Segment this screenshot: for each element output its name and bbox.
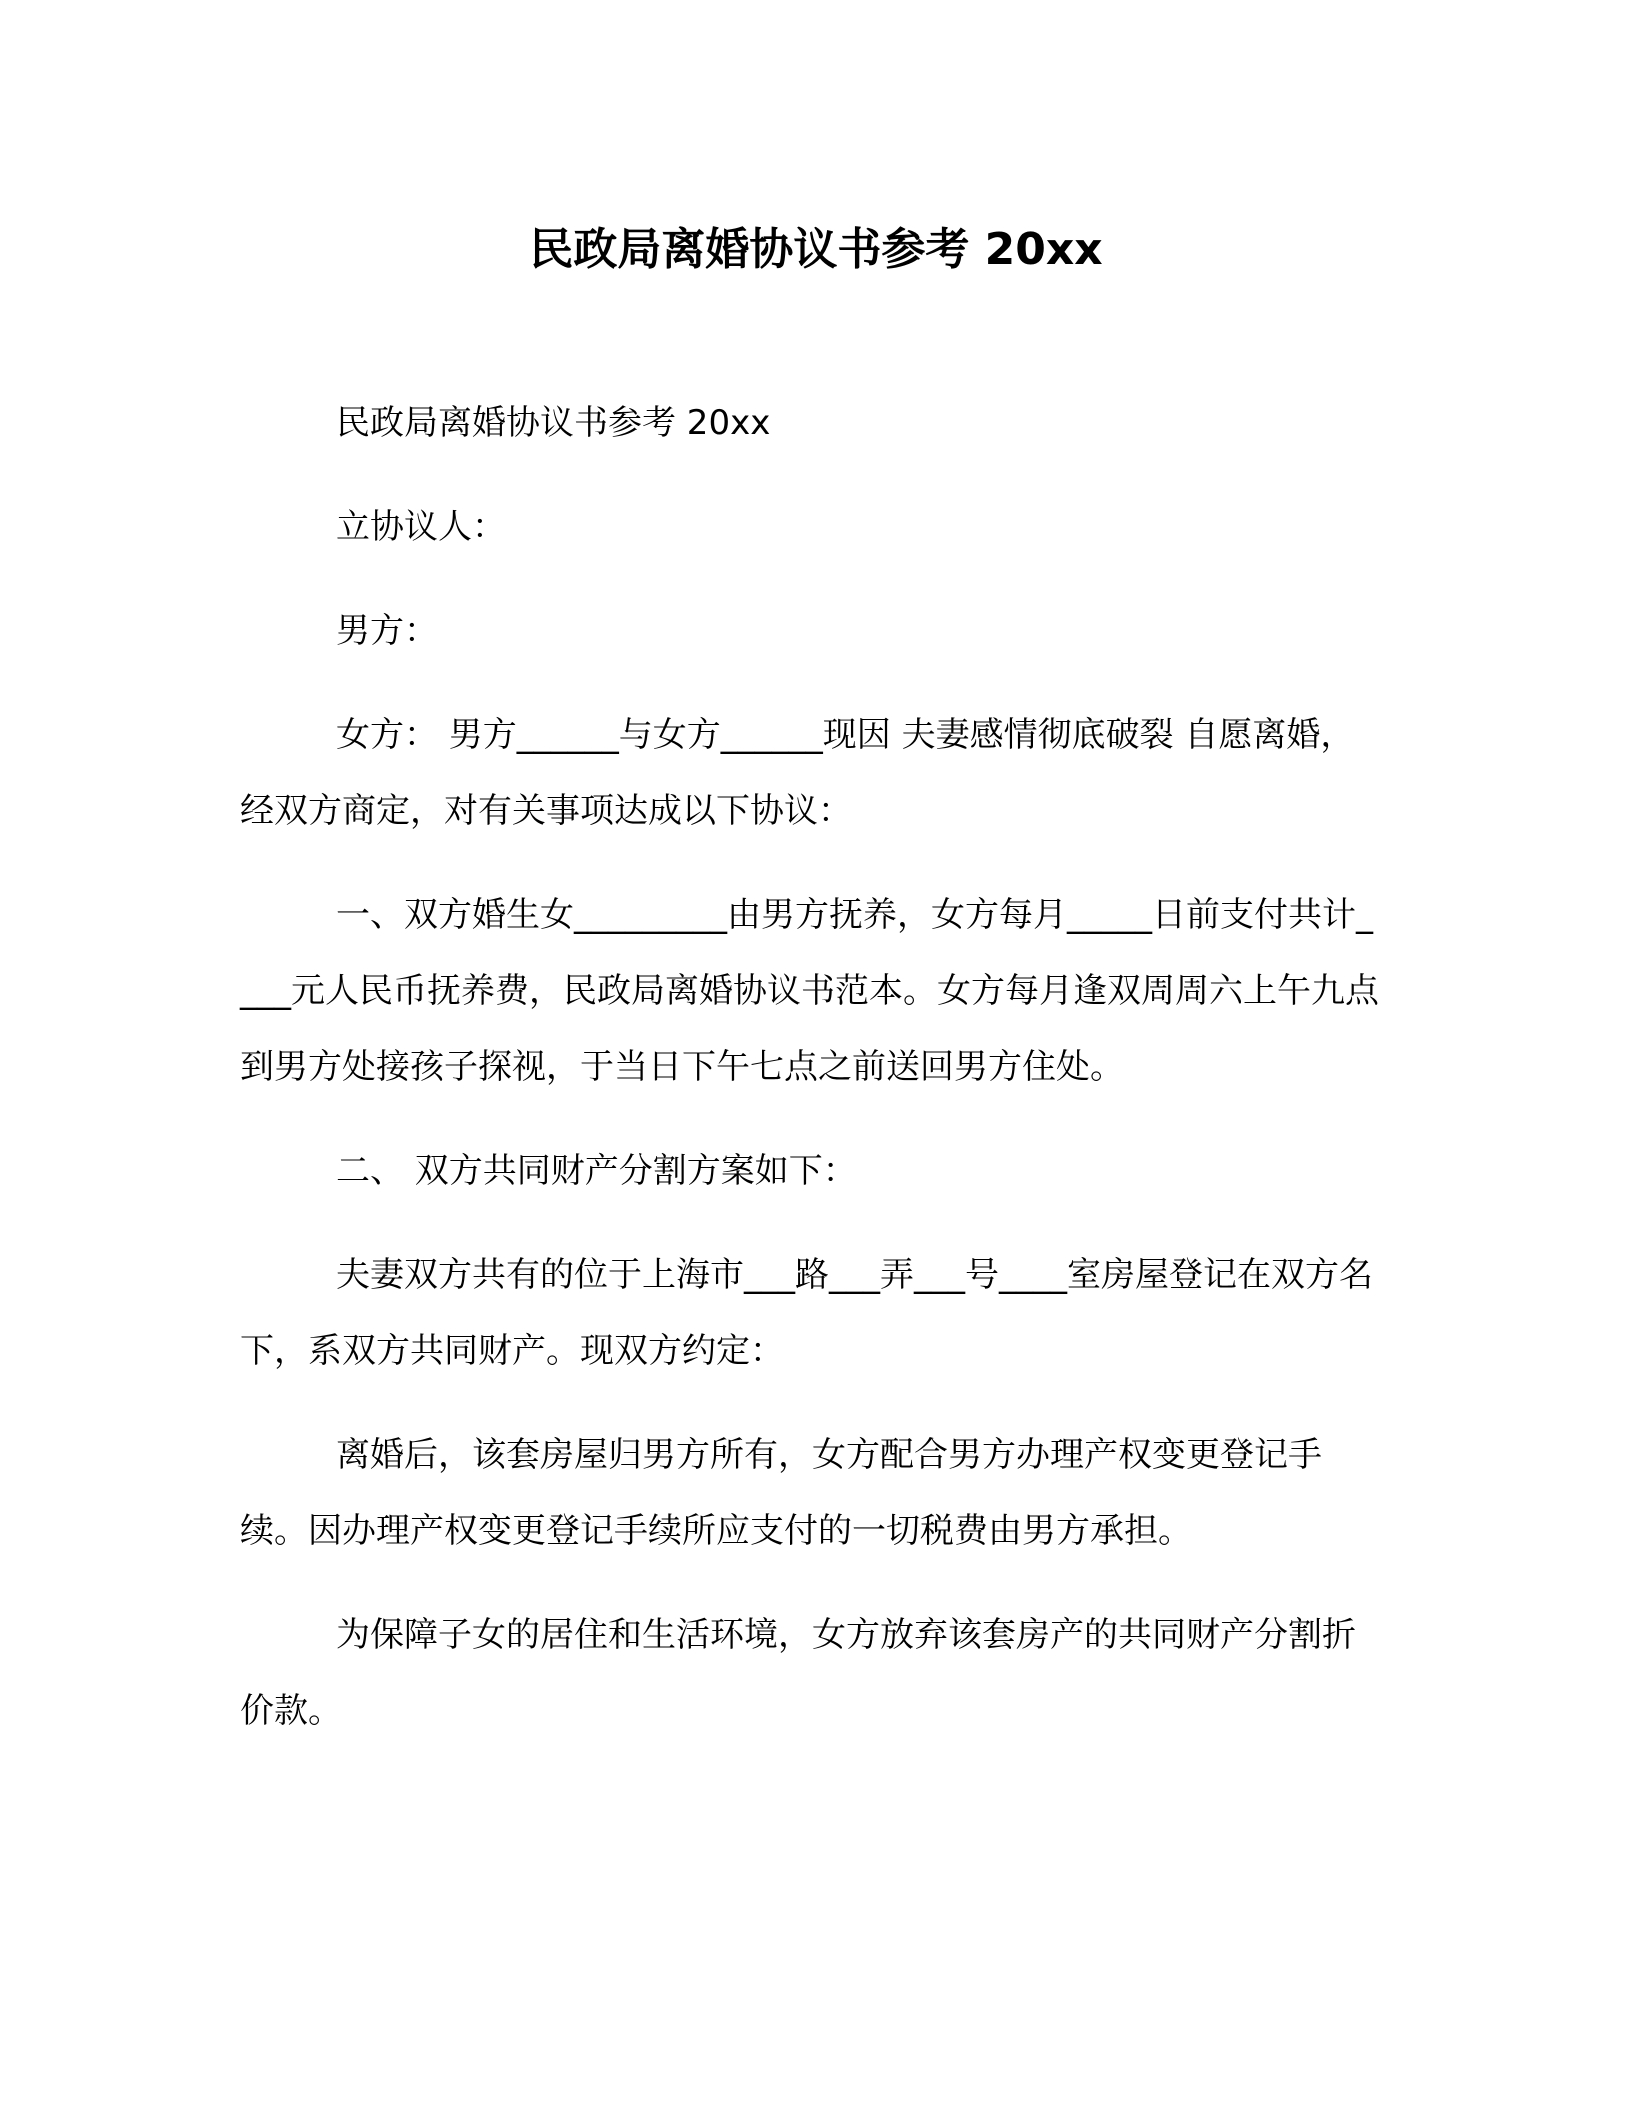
paragraph-female-party-intro: 女方： 男方______与女方______现因 夫妻感情彻底破裂 自愿离婚，经双方商定，对有关事项达成以下协议： xyxy=(240,715,1355,831)
paragraph-parties-heading: 立协议人： xyxy=(336,507,506,547)
paragraph-child-custody: 一、双方婚生女_________由男方抚养，女方每月_____日前支付共计____元人民币抚养费，民政局离婚协议书范本。女方每月逢双周周六上午九点到男方处接孩子探视，于当日下午七点之前送回男方住处。 xyxy=(240,895,1379,1087)
paragraph-property-heading: 二、 双方共同财产分割方案如下： xyxy=(336,1151,857,1191)
paragraph-subtitle: 民政局离婚协议书参考 20xx xyxy=(336,403,771,443)
document-title: 民政局离婚协议书参考 20xx xyxy=(529,224,1103,275)
paragraph-house-ownership: 离婚后，该套房屋归男方所有，女方配合男方办理产权变更登记手续。因办理产权变更登记手续所应支付的一切税费由男方承担。 xyxy=(240,1435,1322,1551)
paragraph-male-party: 男方： xyxy=(336,611,438,651)
paragraph-waiver: 为保障子女的居住和生活环境，女方放弃该套房产的共同财产分割折价款。 xyxy=(240,1615,1356,1731)
document-body xyxy=(240,385,1380,1777)
paragraph-property-house: 夫妻双方共有的位于上海市___路___弄___号____室房屋登记在双方名下，系双方共同财产。现双方约定： xyxy=(240,1255,1373,1371)
